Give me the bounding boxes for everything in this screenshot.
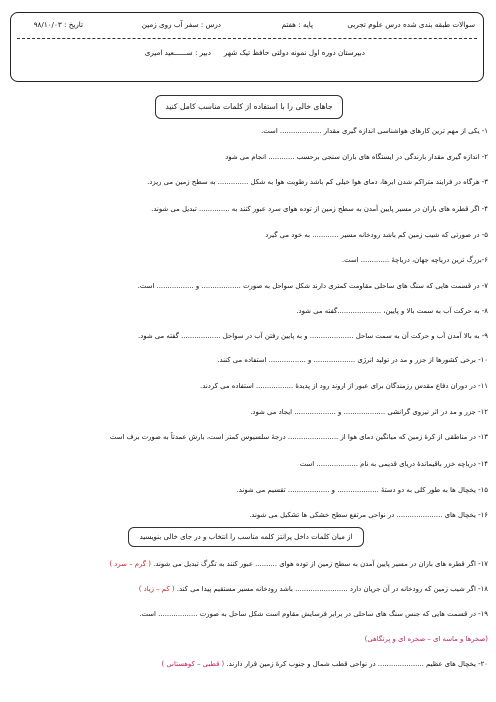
question-3: ۳- هرگاه در فرایند متراکم شدن ابرها، دمای هوا خیلی کم باشد رطوبت هوا به شکل .............. به سطح زمین می ریزد. <box>147 178 488 186</box>
question-1: ۱- یکی از مهم ترین کارهای هواشناسی اندازه گیری مقدار ................... است. <box>261 127 488 135</box>
school-name: دبیرستان دوره اول نمونه دولتی حافظ تیک شهر <box>223 48 365 57</box>
question-6: ۶-بزرگ ترین دریاچه جهان، دریاچهٔ ............. است. <box>341 256 488 264</box>
question-19-choices: (صخرها و ماسه ای – صخره ای و پرتگاهی) <box>364 635 488 643</box>
choice-instruction-box: از میان کلمات داخل پرانتز کلمه مناسب را انتخاب و در جای خالی بنویسید <box>128 527 364 547</box>
question-5: ۵- در صورتی که شیب زمین کم باشد رودخانه مسیر ............ به خود می گیرد <box>265 231 488 239</box>
question-18-text: ۱۸- اگر شیب زمین که رودخانه در آن جریان دارد ........................ باشد رودخانه مسیر مستقیم پیدا می کند. <box>176 585 488 593</box>
question-11: ۱۱- در دوران دفاع مقدس رزمندگان برای عبور از اروند رود از پدیدهٔ ................. استفاده می کردند. <box>200 382 488 390</box>
question-15: ۱۵- یخچال ها به طور کلی به دو دستهٔ ................... و ................... تقسیم می شوند. <box>236 486 488 494</box>
exam-header <box>10 12 484 82</box>
grade-label: پایه : هفتم <box>281 20 313 29</box>
question-17-text: ۱۷- اگر قطره های باران در مسیر پایین آمدن به سطح زمین از توده هوای .......... عبور کنند به تگرگ تبدیل می شوند. <box>153 560 488 568</box>
instruction-box: جاهای خالی را با استفاده از کلمات مناسب کامل کنید <box>155 95 343 119</box>
question-9: ۹- به بالا آمدن آب و حرکت آن به سمت ساحل .................... و به پایین رفتن آب در سواحل .................. گفته می شود. <box>138 332 488 340</box>
question-16: ۱۶- یخچال های ..................... در نواحی مرتفع سطح خشکی ها تشکیل می شوند. <box>249 511 488 519</box>
question-18-choices: ( کم – زیاد ) <box>138 585 175 593</box>
teacher-name: دبیر : ســــــعید امیری <box>144 48 211 57</box>
question-14: ۱۴- دریاچه خزر باقیماندهٔ دریای قدیمی به نام ................... است <box>299 460 488 468</box>
question-19: ۱۹- در قسمت هایی که جنس سنگ های ساحلی در برابر فرسایش مقاوم است شکل ساحل به صورت .................. است. <box>139 610 488 618</box>
question-7: ۷- در قسمت هایی که سنگ های ساحلی مقاومت کمتری دارند شکل سواحل به صورت .................. و ................. است. <box>137 282 488 290</box>
question-4: ۴- اگر قطره های باران در مسیر پایین آمدن به سطح زمین از توده هوای سرد عبور کنند به .............. تبدیل می شوند. <box>151 205 488 213</box>
header-divider <box>17 38 477 39</box>
question-20-text: ۲۰- یخچال های عظیم ..................... در نواحی قطب شمال و جنوب کرهٔ زمین قرار دارند. <box>226 660 488 668</box>
question-17-choices: ( گرم – سرد ) <box>109 560 151 568</box>
date-label: تاریخ : ۹۸/۱۰/۰۳ <box>33 20 83 29</box>
question-20-choices: ( قطبی – کوهستانی ) <box>161 660 225 668</box>
lesson-label: درس : سفر آب روی زمین <box>141 20 221 29</box>
question-2: ۲- اندازه گیری مقدار بارندگی در ایستگاه های باران سنجی برحسب ............ انجام می شود <box>225 153 488 161</box>
question-8: ۸- به حرکت آب به سمت بالا و پایین، ....................گفته می شود. <box>296 307 488 315</box>
question-10: ۱۰- برخی کشورها از جزر و مد در تولید انرژی ................... و ................. استفاده می کنند. <box>217 356 488 364</box>
question-12: ۱۲- جزر و مد در اثر نیروی گرانشی ................... و ................... ایجاد می شود. <box>250 408 488 416</box>
question-20 <box>10 659 488 669</box>
question-17 <box>10 559 488 569</box>
question-18 <box>10 584 488 594</box>
exam-title: سوالات طبقه بندی شده درس علوم تجربی <box>347 20 475 29</box>
question-13: ۱۳- در مناطقی از کرهٔ زمین که میانگین دمای هوا از ....................... درجهٔ سلسیوس کمتر است، بارش عمدتاً به صورت برف است <box>109 433 488 441</box>
